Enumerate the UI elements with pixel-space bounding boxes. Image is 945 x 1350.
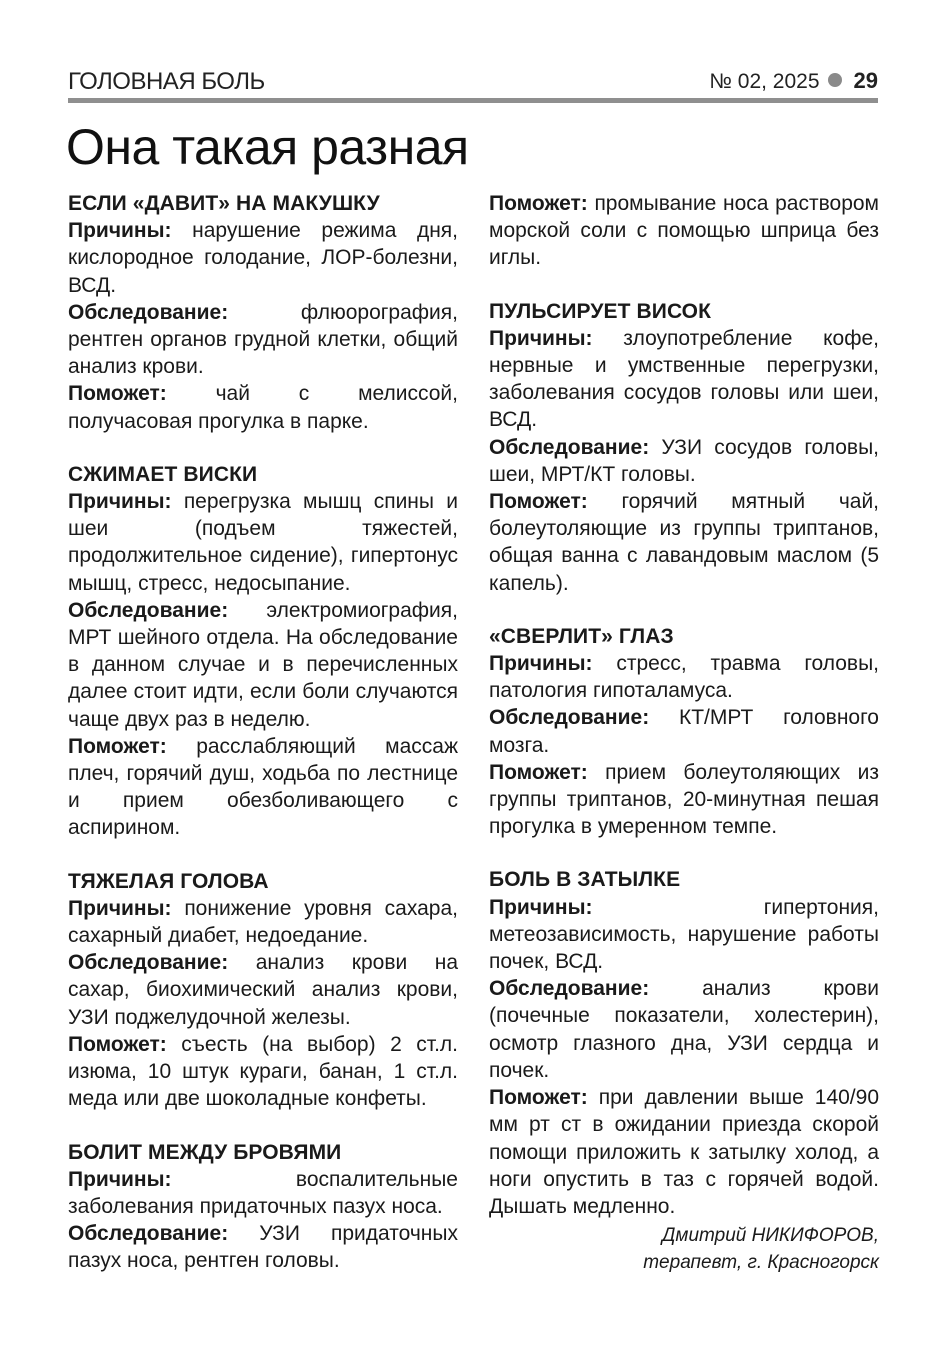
paragraph-text: анализ крови на сахар, биохимический анализ крови, УЗИ поджелудочной железы.: [68, 951, 458, 1029]
paragraph-text: КТ/МРТ головного мозга.: [489, 706, 879, 757]
section-heading: «СВЕРЛИТ» ГЛАЗ: [489, 624, 674, 648]
page-header: [68, 64, 878, 98]
paragraph-text: прием болеутоляющих из группы триптанов, 20-минутная пешая прогулка в умеренном темпе.: [489, 760, 879, 839]
paragraph-text: съесть (на выбор) 2 ст.л. изюма, 10 штук кураги, банан, 1 ст.л. меда или две шоколадные конфеты.: [68, 1032, 458, 1111]
paragraph-label: Обследование:: [489, 706, 650, 730]
paragraph-label: Поможет:: [68, 382, 167, 406]
header-rule: [68, 98, 878, 103]
article-section: [68, 190, 458, 435]
paragraph-label: Обследование:: [68, 951, 229, 975]
article-title: Она такая разная: [66, 119, 469, 175]
article-section: [68, 1139, 458, 1275]
paragraph-label: Причины:: [489, 895, 593, 919]
author-name: Дмитрий НИКИФОРОВ,: [662, 1225, 879, 1247]
paragraph-label: Причины:: [68, 896, 172, 920]
paragraph-label: Обследование:: [68, 300, 229, 324]
section-paragraph: [68, 380, 458, 434]
section-paragraph: [68, 949, 458, 1031]
paragraph-text: электромиография, МРТ шейного отдела. На обследование в данном случае и в перечисленных далее стоит идти, если боли случаются чаще двух раз в неделю.: [68, 598, 458, 731]
left-column: [68, 190, 458, 1301]
paragraph-label: Обследование:: [489, 435, 650, 459]
issue-info: [709, 68, 878, 94]
paragraph-text: анализ крови (почечные показатели, холестерин), осмотр глазного дна, УЗИ сердца и почек.: [489, 977, 879, 1082]
paragraph-label: Обследование:: [489, 977, 650, 1001]
section-paragraph: [68, 733, 458, 842]
right-column: [489, 190, 879, 1276]
paragraph-text: расслабляющий массаж плеч, горячий душ, ходьба по лестнице и прием обезболивающего с аспирином.: [68, 734, 458, 840]
paragraph-label: Причины:: [489, 652, 593, 676]
author-role: терапевт, г. Красногорск: [643, 1252, 879, 1274]
paragraph-text: УЗИ сосудов головы, шеи, МРТ/КТ головы.: [489, 435, 879, 486]
section-paragraph: [489, 704, 879, 758]
section-paragraph: [489, 325, 879, 434]
section-paragraph: [68, 597, 458, 733]
paragraph-label: Поможет:: [489, 1086, 588, 1110]
article-section: [68, 461, 458, 842]
paragraph-text: стресс, травма головы, патология гипоталамуса.: [489, 652, 879, 703]
author-signature: [489, 1222, 879, 1276]
section-paragraph: [489, 650, 879, 704]
section-heading: БОЛИТ МЕЖДУ БРОВЯМИ: [68, 1140, 342, 1164]
paragraph-text: флюорография, рентген органов грудной клетки, общий анализ крови.: [68, 300, 458, 379]
section-heading: ЕСЛИ «ДАВИТ» НА МАКУШКУ: [68, 192, 380, 215]
paragraph-text: нарушение режима дня, кислородное голодание, ЛОР-болезни, ВСД.: [68, 219, 458, 297]
paragraph-text: понижение уровня сахара, сахарный диабет, недоедание.: [68, 896, 458, 948]
paragraph-text: чай с мелиссой, получасовая прогулка в парке.: [68, 382, 458, 433]
section-paragraph: [68, 1220, 458, 1274]
paragraph-label: Поможет:: [489, 192, 588, 215]
paragraph-text: горячий мятный чай, болеутоляющие из группы триптанов, общая ванна с лавандовым маслом (5 капель).: [489, 490, 880, 595]
paragraph-label: Поможет:: [68, 1032, 167, 1056]
article-section: [489, 866, 879, 1220]
paragraph-text: промывание носа раствором морской соли с помощью шприца без иглы.: [489, 192, 879, 270]
section-heading: ПУЛЬСИРУЕТ ВИСОК: [489, 299, 712, 323]
section-paragraph: [489, 759, 879, 841]
paragraph-text: злоупотребление кофе, нервные и умственные перегрузки, заболевания сосудов головы или шеи, ВСД.: [489, 326, 879, 432]
paragraph-label: Поможет:: [68, 734, 167, 758]
paragraph-label: Причины:: [68, 490, 172, 514]
article-section: [489, 623, 879, 841]
issue-number: № 02, 2025: [709, 70, 820, 93]
section-paragraph: [489, 488, 879, 597]
paragraph-text: УЗИ придаточных пазух носа, рентген головы.: [68, 1222, 458, 1273]
article-section: [489, 190, 879, 272]
paragraph-text: гипертония, метеозависимость, нарушение работы почек, ВСД.: [489, 895, 879, 974]
paragraph-label: Обследование:: [68, 1222, 229, 1246]
section-heading: СЖИМАЕТ ВИСКИ: [68, 462, 258, 486]
paragraph-text: при давлении выше 140/90 мм рт ст в ожидании приезда скорой помощи приложить к затылку холод, а ноги опустить в таз с горячей водой. Дышать медленно.: [489, 1086, 879, 1218]
paragraph-label: Причины:: [68, 1167, 172, 1191]
paragraph-label: Поможет:: [489, 490, 588, 514]
section-paragraph: [68, 299, 458, 381]
page-number: 29: [853, 68, 878, 93]
section-paragraph: [489, 190, 879, 272]
section-heading: БОЛЬ В ЗАТЫЛКЕ: [489, 868, 681, 892]
section-paragraph: [489, 1084, 879, 1220]
section-paragraph: [68, 1031, 458, 1113]
section-paragraph: [68, 488, 458, 597]
paragraph-text: перегрузка мышц спины и шеи (подъем тяжестей, продолжительное сидение), гипертонус мышц, стресс, недосыпание.: [68, 490, 458, 595]
paragraph-label: Поможет:: [489, 760, 588, 784]
paragraph-text: воспалительные заболевания придаточных пазух носа.: [68, 1167, 458, 1218]
paragraph-label: Причины:: [489, 326, 593, 350]
section-rubric: ГОЛОВНАЯ БОЛЬ: [68, 68, 265, 95]
bullet-dot-icon: [828, 73, 842, 87]
section-paragraph: [489, 434, 879, 488]
paragraph-label: Обследование:: [68, 598, 229, 622]
section-paragraph: [489, 894, 879, 976]
section-paragraph: [68, 217, 458, 299]
paragraph-label: Причины:: [68, 219, 172, 243]
section-heading: ТЯЖЕЛАЯ ГОЛОВА: [68, 869, 269, 893]
article-section: [489, 298, 879, 597]
section-paragraph: [68, 1166, 458, 1220]
section-paragraph: [489, 975, 879, 1084]
section-paragraph: [68, 895, 458, 949]
article-section: [68, 868, 458, 1113]
